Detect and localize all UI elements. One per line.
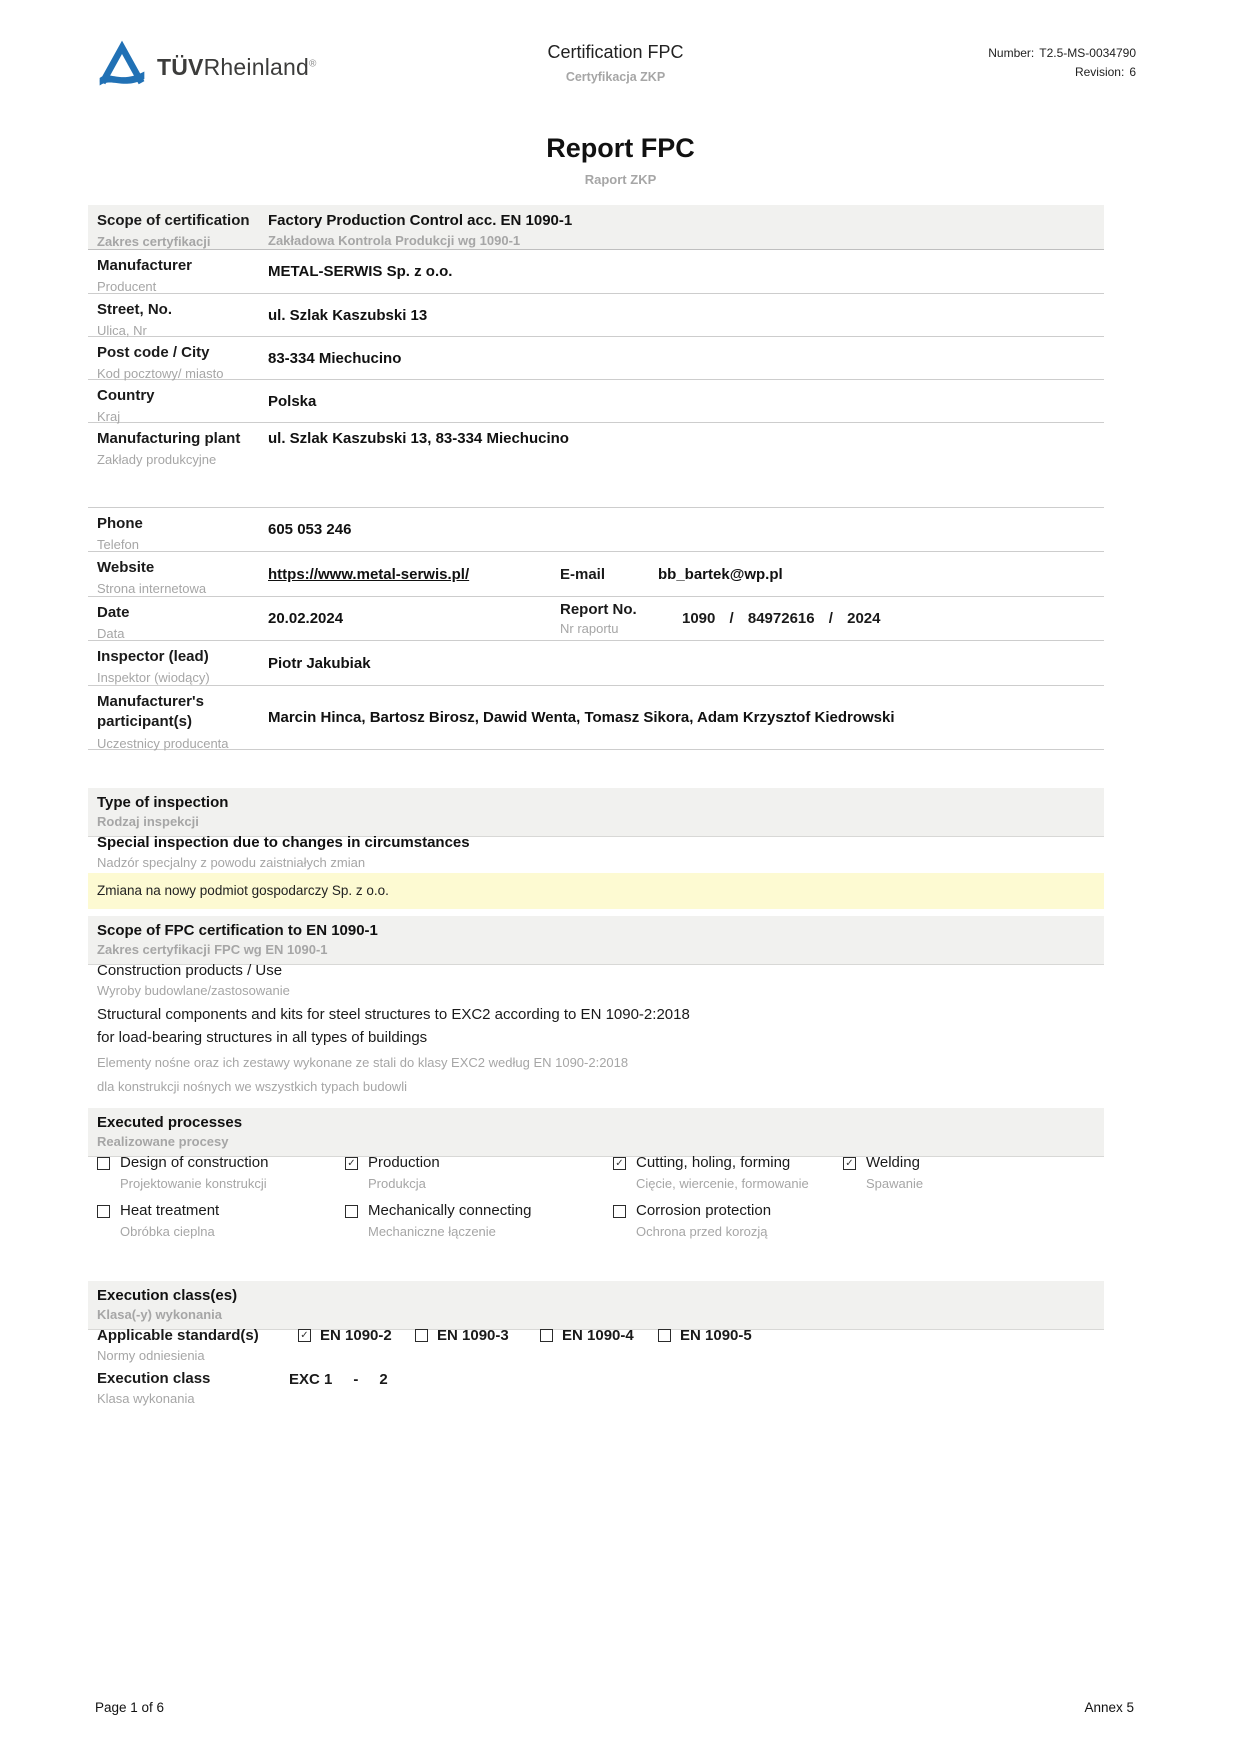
section-executed-processes (88, 1108, 1104, 1157)
row-inspector (88, 641, 1104, 686)
inspection-header-pl: Rodzaj inspekcji (97, 814, 199, 829)
inspector-label-pl: Inspektor (wiodący) (97, 670, 210, 686)
row-date-reportno (88, 597, 1104, 641)
scope-label-en: Scope of certification (97, 212, 250, 229)
scope-value-en: Factory Production Control acc. EN 1090-1 (268, 212, 573, 229)
section-scope-fpc (88, 916, 1104, 965)
annex-label: Annex 5 (1084, 1700, 1134, 1715)
row-manufacturer (88, 250, 1104, 294)
row-participants (88, 686, 1104, 750)
participants-label-pl: Uczestnicy producenta (97, 735, 229, 751)
participants-label-line2: participant(s) (97, 713, 193, 731)
postcode-value: 83-334 Miechucino (268, 349, 402, 367)
row-website-email (88, 552, 1104, 597)
manufacturer-label-pl: Producent (97, 279, 157, 295)
scope-desc-pl-2: dla konstrukcji nośnych we wszystkich typach budowli (97, 1079, 407, 1094)
process-cutting-holing-forming: ✓ Cutting, holing, forming Cięcie, wiercenie, formowanie (613, 1154, 843, 1191)
scope-value-pl: Zakładowa Kontrola Produkcji wg 1090-1 (268, 233, 521, 248)
process-mechanically-connecting: Mechanically connecting Mechaniczne łączenie (345, 1202, 613, 1239)
scope-fpc-header-en: Scope of FPC certification to EN 1090-1 (97, 922, 378, 939)
process-welding: ✓ Welding Spawanie (843, 1154, 1104, 1191)
standards-label-pl: Normy odniesienia (97, 1348, 205, 1363)
checkbox-mechanically-connecting (345, 1205, 358, 1218)
postcode-label-pl: Kod pocztowy/ miasto (97, 366, 224, 382)
document-revision: Revision: 6 (1074, 64, 1136, 79)
construction-products-pl: Wyroby budowlane/zastosowanie (97, 983, 290, 998)
row-country (88, 380, 1104, 423)
process-production: ✓ Production Produkcja (345, 1154, 613, 1191)
processes-header-pl: Realizowane procesy (97, 1134, 229, 1149)
page-number: Page 1 of 6 (95, 1700, 165, 1715)
row-scope-of-certification (88, 205, 1104, 250)
report-no-label-pl: Nr raportu (560, 621, 619, 636)
participants-label-line1: Manufacturer's (97, 693, 204, 710)
standard-en-1090-4: EN 1090-4 (540, 1327, 658, 1363)
execution-classes-header-en: Execution class(es) (97, 1287, 238, 1304)
date-label-en: Date (97, 604, 130, 621)
report-no-value: 1090 / 84972616 / 2024 (682, 610, 881, 627)
checkbox-welding (843, 1157, 856, 1170)
execution-class-label-en: Execution class (97, 1370, 211, 1387)
date-value: 20.02.2024 (268, 610, 344, 627)
certification-title-pl: Certyfikacja ZKP (565, 70, 666, 84)
website-label-en: Website (97, 559, 155, 576)
checkbox-corrosion-protection (613, 1205, 626, 1218)
row-phone (88, 508, 1104, 552)
certification-title-en: Certification FPC (547, 42, 684, 62)
checkbox-design-of-construction (97, 1157, 110, 1170)
phone-label-pl: Telefon (97, 537, 139, 553)
plant-label-pl: Zakłady produkcyjne (97, 452, 217, 468)
street-label-pl: Ulica, Nr (97, 323, 147, 339)
manufacturer-label-en: Manufacturer (97, 257, 193, 274)
email-value: bb_bartek@wp.pl (658, 565, 783, 583)
construction-products-en: Construction products / Use (97, 962, 283, 979)
website-link[interactable]: https://www.metal-serwis.pl/ (268, 565, 470, 583)
participants-value: Marcin Hinca, Bartosz Birosz, Dawid Wenta, Tomasz Sikora, Adam Krzysztof Kiedrowski (268, 709, 895, 726)
street-label-en: Street, No. (97, 301, 173, 318)
row-manufacturing-plant (88, 423, 1104, 508)
section-type-of-inspection (88, 788, 1104, 837)
checkbox-heat-treatment (97, 1205, 110, 1218)
processes-grid (88, 1154, 1104, 1239)
country-label-pl: Kraj (97, 409, 121, 425)
document-number: Number: T2.5-MS-0034790 (988, 46, 1136, 60)
inspector-value: Piotr Jakubiak (268, 654, 371, 672)
execution-classes-header-pl: Klasa(-y) wykonania (97, 1307, 222, 1322)
country-value: Polska (268, 392, 317, 410)
standards-label-en: Applicable standard(s) (97, 1327, 259, 1344)
certification-info-table (88, 205, 1104, 750)
section-execution-classes (88, 1281, 1104, 1330)
scope-label-pl: Zakres certyfikacji (97, 234, 211, 250)
logo-wordmark: TÜVRheinland® (157, 54, 317, 80)
plant-label-en: Manufacturing plant (97, 430, 241, 447)
execution-class-row (88, 1370, 1104, 1406)
checkbox-en-1090-5 (658, 1329, 671, 1342)
process-heat-treatment: Heat treatment Obróbka cieplna (97, 1202, 345, 1239)
checkbox-en-1090-3 (415, 1329, 428, 1342)
execution-class-label-pl: Klasa wykonania (97, 1391, 195, 1406)
process-corrosion-protection: Corrosion protection Ochrona przed korozją (613, 1202, 843, 1239)
scope-desc-pl-1: Elementy nośne oraz ich zestawy wykonane ze stali do klasy EXC2 według EN 1090-2:2018 (97, 1055, 629, 1070)
report-no-label-en: Report No. (560, 601, 637, 618)
execution-class-value: EXC 1 - 2 (289, 1371, 388, 1388)
standard-en-1090-5: EN 1090-5 (658, 1327, 1104, 1363)
standard-en-1090-2: ✓ EN 1090-2 (298, 1327, 415, 1363)
processes-header-en: Executed processes (97, 1114, 243, 1131)
page-title-en: Report FPC (546, 133, 695, 163)
certification-title (95, 42, 1136, 84)
scope-description (88, 1004, 1104, 1094)
inspection-header-en: Type of inspection (97, 794, 229, 811)
phone-value: 605 053 246 (268, 521, 352, 538)
inspection-type (88, 834, 1104, 870)
checkbox-en-1090-4 (540, 1329, 553, 1342)
page-title-pl: Raport ZKP (584, 172, 657, 187)
document-header (95, 38, 1136, 108)
inspection-type-pl: Nadzór specjalny z powodu zaistniałych zmian (97, 855, 366, 870)
country-label-en: Country (97, 387, 155, 404)
construction-products (88, 962, 1104, 998)
phone-label-en: Phone (97, 515, 143, 532)
document-meta (988, 44, 1136, 81)
website-label-pl: Strona internetowa (97, 581, 207, 597)
email-label: E-mail (560, 565, 606, 583)
scope-fpc-header-pl: Zakres certyfikacji FPC wg EN 1090-1 (97, 942, 328, 957)
checkbox-cutting-holing-forming (613, 1157, 626, 1170)
checkbox-production (345, 1157, 358, 1170)
inspector-label-en: Inspector (lead) (97, 648, 209, 665)
row-postcode-city (88, 337, 1104, 380)
page-title (0, 133, 1241, 187)
inspection-note: Zmiana na nowy podmiot gospodarczy Sp. z o.o. (88, 873, 1104, 909)
street-value: ul. Szlak Kaszubski 13 (268, 306, 428, 324)
scope-desc-en-1: Structural components and kits for steel structures to EXC2 according to EN 1090-2:2018 (97, 1006, 690, 1023)
inspection-type-en: Special inspection due to changes in circumstances (97, 834, 470, 851)
row-street (88, 294, 1104, 337)
postcode-label-en: Post code / City (97, 344, 210, 361)
manufacturer-value: METAL-SERWIS Sp. z o.o. (268, 263, 453, 280)
scope-desc-en-2: for load-bearing structures in all types of buildings (97, 1028, 428, 1046)
applicable-standards-row (88, 1327, 1104, 1363)
standard-en-1090-3: EN 1090-3 (415, 1327, 540, 1363)
plant-value: ul. Szlak Kaszubski 13, 83-334 Miechucino (268, 430, 569, 447)
checkbox-en-1090-2 (298, 1329, 311, 1342)
date-label-pl: Data (97, 626, 125, 642)
process-design-of-construction: Design of construction Projektowanie konstrukcji (97, 1154, 345, 1191)
